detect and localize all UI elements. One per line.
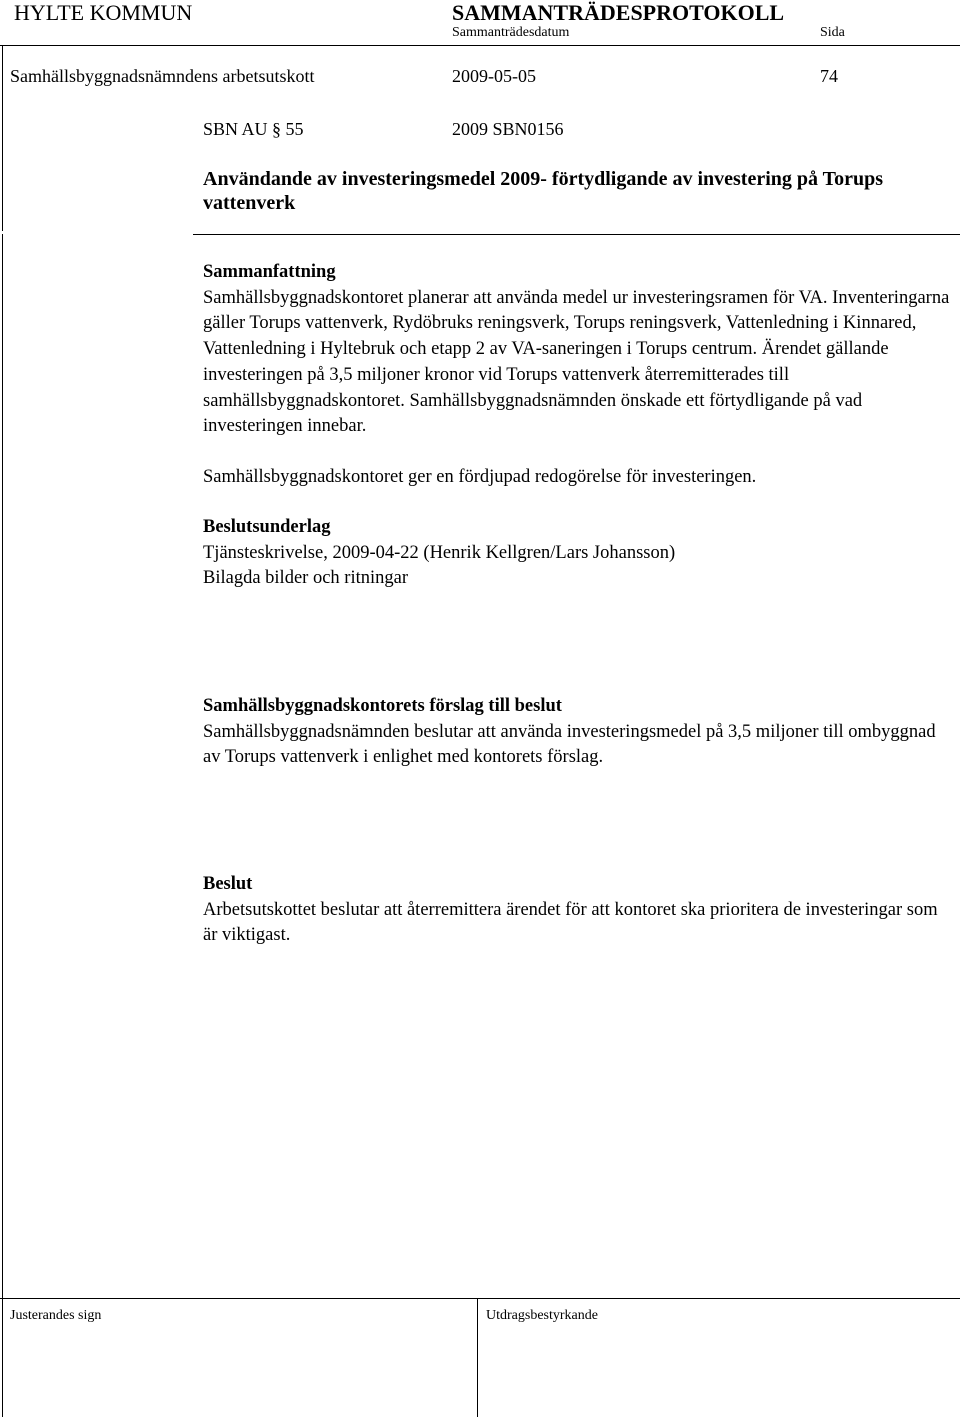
footer-separator	[477, 1298, 478, 1417]
summary-section	[203, 260, 953, 491]
document-type: SAMMANTRÄDESPROTOKOLL	[452, 0, 785, 25]
basis-heading: Beslutsunderlag	[203, 517, 331, 537]
paragraph-number: SBN AU § 55	[203, 119, 304, 139]
summary-paragraph: Samhällsbyggnadskontoret planerar att använda medel ur investeringsramen för VA. Inventeringarna gäller Torups vattenverk, Rydöbruks reningsverk, Torups reningsverk, Vattenledning i Kinnared, Vattenledning i Hyltebruk och etapp 2 av VA-saneringen i Torups centrum. Ärendet gällande investeringen på 3,5 miljoner kronor vid Torups vattenverk återremitterades till samhällsbyggnadskontoret. Samhällsbyggnadsnämnden önskade ett förtydligande på vad investeringen innebar.	[203, 287, 950, 437]
proposal-text: Samhällsbyggnadsnämnden beslutar att använda investeringsmedel på 3,5 miljoner till ombyggnad av Torups vattenverk i enlighet med kontorets förslag.	[203, 721, 936, 768]
title-underline	[193, 234, 960, 235]
summary-followup: Samhällsbyggnadskontoret ger en fördjupad redogörelse för investeringen.	[203, 466, 757, 487]
header-divider	[0, 45, 960, 46]
meeting-date-label: Sammanträdesdatum	[452, 25, 570, 40]
proposal-section	[203, 694, 953, 771]
case-title: Användande av investeringsmedel 2009- förtydligande av investering på Torups vattenverk	[203, 168, 884, 214]
decision-heading: Beslut	[203, 874, 253, 894]
committee-name: Samhällsbyggnadsnämndens arbetsutskott	[10, 66, 315, 86]
decision-section	[203, 872, 953, 949]
left-margin-line	[2, 234, 3, 1417]
basis-document: Tjänsteskrivelse, 2009-04-22 (Henrik Kellgren/Lars Johansson)	[203, 542, 676, 563]
basis-section	[203, 515, 953, 592]
page-number: 74	[820, 66, 838, 86]
adjuster-sign-label: Justerandes sign	[10, 1308, 102, 1323]
summary-heading: Sammanfattning	[203, 262, 336, 282]
basis-attachments: Bilagda bilder och ritningar	[203, 568, 408, 589]
footer-divider	[0, 1298, 960, 1299]
decision-text: Arbetsutskottet beslutar att återremittera ärendet för att kontoret ska prioritera de investeringar som är viktigast.	[203, 899, 938, 946]
diary-number: 2009 SBN0156	[452, 119, 564, 139]
meeting-date: 2009-05-05	[452, 66, 536, 86]
left-margin-line-top	[2, 45, 3, 231]
municipality-name: HYLTE KOMMUN	[14, 0, 193, 25]
proposal-heading: Samhällsbyggnadskontorets förslag till beslut	[203, 696, 562, 716]
extract-certification-label: Utdragsbestyrkande	[486, 1308, 598, 1323]
page-label: Sida	[820, 25, 845, 40]
